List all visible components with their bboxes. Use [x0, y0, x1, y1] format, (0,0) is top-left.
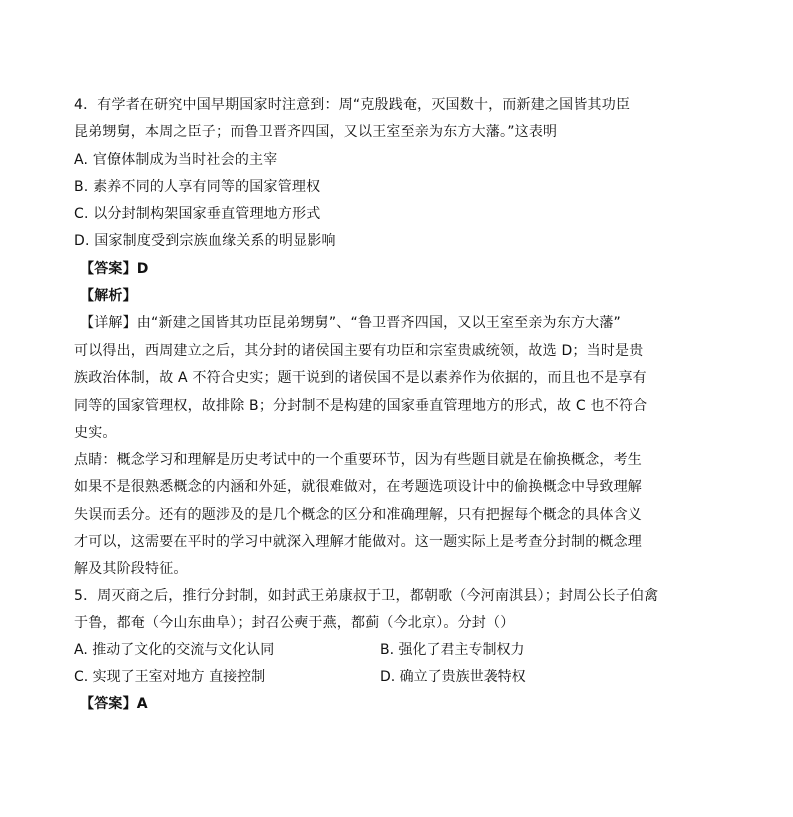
q4-option-b: B. 素养不同的人享有同等的国家管理权 [74, 179, 321, 195]
q5-option-a: A. 推动了文化的交流与文化认同 [74, 642, 275, 658]
q4-note-line-2: 如果不是很熟悉概念的内涵和外延，就很难做对，在考题选项设计中的偷换概念中导致理解 [74, 479, 642, 495]
q4-note-line-1: 点睛：概念学习和理解是历史考试中的一个重要环节，因为有些题目就是在偷换概念，考生 [74, 452, 642, 468]
q4-option-a: A. 官僚体制成为当时社会的主宰 [74, 152, 278, 168]
q4-detail-line-4: 同等的国家管理权，故排除 B；分封制不是构建的国家垂直管理地方的形式，故 C 也不符合 [74, 398, 648, 414]
q4-answer: 【答案】D [80, 261, 149, 277]
q4-note-line-5: 解及其阶段特征。 [74, 561, 188, 577]
q5-stem-line-1: 5．周灭商之后，推行分封制，如封武王弟康叔于卫，都朝歌（今河南淇县）；封周公长子伯禽 [74, 588, 659, 604]
q4-note-line-4: 才可以，这需要在平时的学习中就深入理解才能做对。这一题实际上是考查分封制的概念理 [74, 534, 642, 550]
q4-option-d: D. 国家制度受到宗族血缘关系的明显影响 [74, 233, 336, 249]
q4-detail-line-2: 可以得出，西周建立之后，其分封的诸侯国主要有功臣和宗室贵戚统领，故选 D；当时是贵 [74, 343, 644, 359]
q4-analysis-heading: 【解析】 [80, 288, 137, 304]
q4-stem-line-2: 昆弟甥舅，本周之臣子；而鲁卫晋齐四国，又以王室至亲为东方大藩。”这表明 [74, 124, 558, 140]
q4-detail-line-5: 史实。 [74, 425, 117, 441]
q4-stem-line-1: 4．有学者在研究中国早期国家时注意到：周“克殷践奄，灭国数十，而新建之国皆其功臣 [74, 97, 631, 113]
q5-option-b: B. 强化了君主专制权力 [380, 642, 525, 658]
q4-detail-line-1: 【详解】由“新建之国皆其功臣昆弟甥舅”、“鲁卫晋齐四国，又以王室至亲为东方大藩” [80, 315, 622, 331]
q5-option-d: D. 确立了贵族世袭特权 [380, 669, 526, 685]
q4-option-c: C. 以分封制构架国家垂直管理地方形式 [74, 206, 321, 222]
q5-stem-line-2: 于鲁，都奄（今山东曲阜）；封召公奭于燕，都蓟（今北京）。分封（） [74, 615, 515, 631]
q5-answer: 【答案】A [80, 696, 148, 712]
q4-detail-line-3: 族政治体制，故 A 不符合史实；题干说到的诸侯国不是以素养作为依据的，而且也不是享有 [74, 370, 647, 386]
q4-note-line-3: 失误而丢分。还有的题涉及的是几个概念的区分和准确理解，只有把握每个概念的具体含义 [74, 507, 642, 523]
q5-option-c: C. 实现了王室对地方 直接控制 [74, 669, 266, 685]
